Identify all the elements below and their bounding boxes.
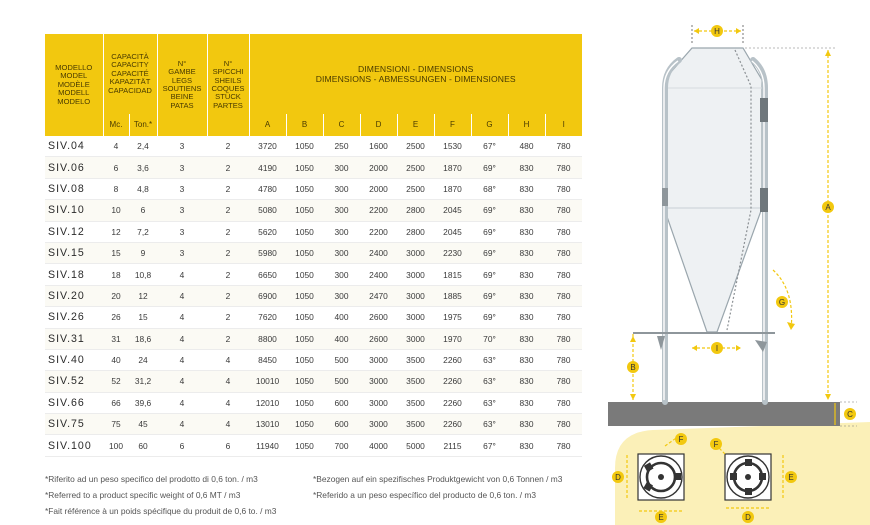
- cell-dim-a: 8800: [249, 328, 286, 349]
- cell-legs: 3: [157, 200, 207, 221]
- cell-model: SIV.31: [45, 328, 103, 349]
- label-d-1: D: [615, 473, 621, 482]
- label-h: H: [714, 27, 720, 36]
- table-row: [45, 328, 582, 349]
- cell-dim-i: 780: [545, 371, 582, 392]
- cell-dim-h: 830: [508, 349, 545, 370]
- cell-mc: 100: [103, 435, 129, 456]
- cell-dim-e: 5000: [397, 435, 434, 456]
- header-dim-i: I: [545, 114, 582, 136]
- header-capacity-line: CAPACITÀ: [111, 51, 149, 61]
- cell-model: SIV.52: [45, 371, 103, 392]
- cell-ton: 10,8: [129, 264, 157, 285]
- header-legs: [157, 34, 207, 136]
- header-legs-line: PATAS: [170, 100, 194, 110]
- cell-mc: 10: [103, 200, 129, 221]
- cell-dim-e: 2500: [397, 157, 434, 178]
- header-sheets-line: SHEILS: [214, 75, 242, 85]
- cell-dim-e: 2800: [397, 221, 434, 242]
- cell-dim-c: 300: [323, 178, 360, 199]
- cell-sheets: 2: [207, 178, 249, 199]
- cell-dim-g: 69°: [471, 221, 508, 242]
- header-dim-h: H: [508, 114, 545, 136]
- cell-dim-f: 2230: [434, 242, 471, 263]
- cell-dim-c: 500: [323, 371, 360, 392]
- cell-dim-a: 5080: [249, 200, 286, 221]
- header-dim-e: E: [397, 114, 434, 136]
- cell-mc: 31: [103, 328, 129, 349]
- cell-dim-c: 300: [323, 242, 360, 263]
- table-body: [45, 136, 582, 456]
- cell-dim-c: 400: [323, 328, 360, 349]
- cell-mc: 15: [103, 242, 129, 263]
- cell-dim-d: 2200: [360, 221, 397, 242]
- label-f-2: F: [713, 440, 719, 449]
- cell-dim-i: 780: [545, 285, 582, 306]
- cell-dim-g: 67°: [471, 435, 508, 456]
- cell-ton: 18,6: [129, 328, 157, 349]
- header-legs-line: N°: [177, 58, 187, 68]
- cell-dim-i: 780: [545, 328, 582, 349]
- cell-dim-b: 1050: [286, 285, 323, 306]
- cell-dim-e: 3500: [397, 392, 434, 413]
- cell-legs: 4: [157, 371, 207, 392]
- cell-dim-f: 1870: [434, 178, 471, 199]
- cell-legs: 3: [157, 157, 207, 178]
- cell-legs: 4: [157, 328, 207, 349]
- cell-sheets: 2: [207, 242, 249, 263]
- cell-legs: 3: [157, 136, 207, 157]
- cell-dim-b: 1050: [286, 349, 323, 370]
- cell-dim-a: 5980: [249, 242, 286, 263]
- cell-dim-c: 300: [323, 157, 360, 178]
- cell-dim-f: 1815: [434, 264, 471, 285]
- header-legs-line: GAMBE: [168, 67, 196, 77]
- header-capacity-line: CAPACITÉ: [111, 68, 149, 78]
- cell-dim-d: 2470: [360, 285, 397, 306]
- cell-dim-b: 1050: [286, 157, 323, 178]
- cell-dim-h: 830: [508, 307, 545, 328]
- footnote-en: *Referred to a product specific weight of 0,6 MT / m3: [45, 490, 241, 500]
- cell-dim-g: 70°: [471, 328, 508, 349]
- table-row: [45, 178, 582, 199]
- cell-dim-f: 1530: [434, 136, 471, 157]
- table-row: [45, 349, 582, 370]
- header-capacity-line: CAPACIDAD: [108, 85, 152, 95]
- cell-dim-g: 69°: [471, 242, 508, 263]
- header-legs-line: SOUTIENS: [162, 84, 202, 93]
- cell-dim-f: 2260: [434, 392, 471, 413]
- cell-dim-b: 1050: [286, 392, 323, 413]
- cell-sheets: 4: [207, 414, 249, 435]
- cell-legs: 4: [157, 392, 207, 413]
- cell-dim-a: 7620: [249, 307, 286, 328]
- cell-legs: 4: [157, 414, 207, 435]
- cell-legs: 4: [157, 285, 207, 306]
- cell-dim-i: 780: [545, 392, 582, 413]
- cell-dim-c: 300: [323, 200, 360, 221]
- cell-dim-g: 68°: [471, 178, 508, 199]
- cell-dim-c: 500: [323, 349, 360, 370]
- silo-diagram: [595, 0, 870, 525]
- cell-dim-e: 3000: [397, 307, 434, 328]
- cell-ton: 45: [129, 414, 157, 435]
- cell-dim-c: 250: [323, 136, 360, 157]
- cell-ton: 3,6: [129, 157, 157, 178]
- cell-dim-d: 2400: [360, 264, 397, 285]
- cell-sheets: 2: [207, 221, 249, 242]
- cell-dim-f: 2260: [434, 414, 471, 435]
- table-row: [45, 285, 582, 306]
- cell-dim-a: 5620: [249, 221, 286, 242]
- cell-dim-a: 4190: [249, 157, 286, 178]
- table-row: [45, 157, 582, 178]
- cell-mc: 20: [103, 285, 129, 306]
- cell-legs: 3: [157, 178, 207, 199]
- cell-dim-h: 830: [508, 242, 545, 263]
- cell-dim-i: 780: [545, 307, 582, 328]
- cell-dim-g: 69°: [471, 285, 508, 306]
- header-legs-line: LEGS: [171, 75, 193, 85]
- cell-dim-d: 2600: [360, 307, 397, 328]
- label-e-1: E: [658, 513, 664, 522]
- header-ton: Ton.*: [129, 114, 157, 136]
- cell-model: SIV.04: [45, 136, 103, 157]
- cell-model: SIV.15: [45, 242, 103, 263]
- table-row: [45, 414, 582, 435]
- cell-dim-i: 780: [545, 264, 582, 285]
- cell-dim-i: 780: [545, 221, 582, 242]
- cell-dim-f: 2115: [434, 435, 471, 456]
- cell-dim-d: 2200: [360, 200, 397, 221]
- cell-dim-h: 830: [508, 200, 545, 221]
- cell-legs: 3: [157, 242, 207, 263]
- cell-dim-e: 3000: [397, 264, 434, 285]
- cell-dim-c: 300: [323, 264, 360, 285]
- cell-dim-c: 300: [323, 285, 360, 306]
- cell-dim-b: 1050: [286, 200, 323, 221]
- footnote-es: *Referido a un peso específico del producto de 0,6 ton. / m3: [313, 490, 537, 500]
- header-model-line: MODELO: [57, 96, 91, 106]
- header-mc: Mc.: [103, 114, 129, 136]
- cell-dim-c: 600: [323, 392, 360, 413]
- table-row: [45, 136, 582, 157]
- cell-ton: 4,8: [129, 178, 157, 199]
- cell-dim-f: 1885: [434, 285, 471, 306]
- cell-dim-h: 830: [508, 178, 545, 199]
- table-row: [45, 392, 582, 413]
- header-sheets: [207, 34, 249, 136]
- bolt-plate: [760, 188, 768, 212]
- label-d-2: D: [745, 513, 751, 522]
- cell-dim-f: 1975: [434, 307, 471, 328]
- table-row: [45, 371, 582, 392]
- cell-ton: 15: [129, 307, 157, 328]
- cell-dim-f: 2260: [434, 371, 471, 392]
- cell-sheets: 2: [207, 264, 249, 285]
- cell-model: SIV.66: [45, 392, 103, 413]
- cell-dim-i: 780: [545, 242, 582, 263]
- cell-sheets: 6: [207, 435, 249, 456]
- header-sheets-line: PARTES: [213, 100, 243, 110]
- cell-mc: 26: [103, 307, 129, 328]
- cell-dim-h: 830: [508, 221, 545, 242]
- cell-dim-h: 830: [508, 264, 545, 285]
- cell-dim-a: 11940: [249, 435, 286, 456]
- cell-dim-a: 4780: [249, 178, 286, 199]
- cell-ton: 60: [129, 435, 157, 456]
- cell-dim-e: 2800: [397, 200, 434, 221]
- header-capacity-line: CAPACITY: [111, 60, 149, 70]
- cell-legs: 4: [157, 349, 207, 370]
- cell-dim-g: 69°: [471, 307, 508, 328]
- cell-model: SIV.18: [45, 264, 103, 285]
- cell-dim-h: 830: [508, 285, 545, 306]
- table-row: [45, 307, 582, 328]
- cell-sheets: 4: [207, 371, 249, 392]
- bolt-plate: [760, 98, 768, 122]
- cell-dim-e: 3000: [397, 285, 434, 306]
- cell-model: SIV.10: [45, 200, 103, 221]
- label-b: B: [630, 363, 636, 372]
- cell-dim-h: 830: [508, 328, 545, 349]
- cell-dim-g: 69°: [471, 200, 508, 221]
- header-dim-d: D: [360, 114, 397, 136]
- header-dim-c: C: [323, 114, 360, 136]
- cell-dim-g: 63°: [471, 392, 508, 413]
- cell-dim-d: 2400: [360, 242, 397, 263]
- cell-model: SIV.20: [45, 285, 103, 306]
- cell-dim-f: 1870: [434, 157, 471, 178]
- header-sheets-line: SPICCHI: [212, 67, 244, 77]
- cell-dim-g: 63°: [471, 414, 508, 435]
- cell-ton: 31,2: [129, 371, 157, 392]
- cell-dim-d: 1600: [360, 136, 397, 157]
- cell-dim-g: 69°: [471, 264, 508, 285]
- cell-dim-f: 1970: [434, 328, 471, 349]
- cell-dim-b: 1050: [286, 435, 323, 456]
- label-a: A: [825, 203, 831, 212]
- cell-ton: 39,6: [129, 392, 157, 413]
- dimensions-title-line2: DIMENSIONS - ABMESSUNGEN - DIMENSIONES: [315, 74, 516, 84]
- cell-dim-b: 1050: [286, 136, 323, 157]
- cell-dim-i: 780: [545, 414, 582, 435]
- cell-dim-b: 1050: [286, 221, 323, 242]
- cell-dim-f: 2045: [434, 221, 471, 242]
- cell-dim-a: 6900: [249, 285, 286, 306]
- cell-mc: 12: [103, 221, 129, 242]
- label-f-1: F: [678, 435, 684, 444]
- cell-model: SIV.100: [45, 435, 103, 456]
- footnote-de: *Bezogen auf ein spezifisches Produktgewicht von 0,6 Tonnen / m3: [313, 474, 563, 484]
- cell-mc: 75: [103, 414, 129, 435]
- header-sheets-line: COQUES: [211, 84, 245, 93]
- label-e-2: E: [788, 473, 794, 482]
- cell-dim-c: 300: [323, 221, 360, 242]
- cell-mc: 6: [103, 157, 129, 178]
- cell-dim-b: 1050: [286, 371, 323, 392]
- cell-dim-a: 13010: [249, 414, 286, 435]
- cell-model: SIV.06: [45, 157, 103, 178]
- ground-slab: [608, 402, 840, 426]
- cell-dim-h: 830: [508, 414, 545, 435]
- cell-dim-b: 1050: [286, 178, 323, 199]
- cell-dim-d: 4000: [360, 435, 397, 456]
- cell-dim-i: 780: [545, 157, 582, 178]
- cell-dim-h: 830: [508, 392, 545, 413]
- table-row: [45, 264, 582, 285]
- cell-dim-a: 6650: [249, 264, 286, 285]
- cell-dim-e: 2500: [397, 178, 434, 199]
- cell-sheets: 2: [207, 200, 249, 221]
- dimensions-title-line1: DIMENSIONI - DIMENSIONS: [358, 64, 474, 74]
- cell-dim-h: 830: [508, 371, 545, 392]
- cell-dim-h: 830: [508, 435, 545, 456]
- header-capacity-line: KAPAZITÄT: [109, 77, 151, 87]
- footnote-it: *Riferito ad un peso specifico del prodotto di 0,6 ton. / m3: [45, 474, 258, 484]
- label-i: I: [715, 344, 719, 353]
- cell-dim-a: 8450: [249, 349, 286, 370]
- table-row: [45, 200, 582, 221]
- cell-model: SIV.75: [45, 414, 103, 435]
- cell-sheets: 4: [207, 392, 249, 413]
- cell-dim-h: 480: [508, 136, 545, 157]
- cell-dim-b: 1050: [286, 242, 323, 263]
- cell-model: SIV.40: [45, 349, 103, 370]
- cell-dim-e: 3500: [397, 414, 434, 435]
- cell-sheets: 2: [207, 285, 249, 306]
- cell-dim-b: 1050: [286, 264, 323, 285]
- cell-dim-a: 3720: [249, 136, 286, 157]
- cell-legs: 6: [157, 435, 207, 456]
- cell-dim-i: 780: [545, 349, 582, 370]
- cell-mc: 40: [103, 349, 129, 370]
- cell-ton: 9: [129, 242, 157, 263]
- cell-dim-d: 3000: [360, 414, 397, 435]
- header-model-line: MODELL: [58, 88, 90, 98]
- cell-dim-i: 780: [545, 136, 582, 157]
- cell-dim-g: 63°: [471, 349, 508, 370]
- cell-ton: 6: [129, 200, 157, 221]
- cell-ton: 24: [129, 349, 157, 370]
- cell-dim-f: 2045: [434, 200, 471, 221]
- table-row: [45, 435, 582, 456]
- silo-body: [664, 48, 762, 332]
- table-row: [45, 242, 582, 263]
- cell-dim-i: 780: [545, 435, 582, 456]
- cell-dim-e: 3500: [397, 349, 434, 370]
- cell-dim-d: 2000: [360, 178, 397, 199]
- cell-dim-e: 3500: [397, 371, 434, 392]
- header-legs-line: BEINE: [170, 92, 194, 102]
- cell-dim-g: 69°: [471, 157, 508, 178]
- cell-sheets: 4: [207, 349, 249, 370]
- cell-dim-i: 780: [545, 200, 582, 221]
- dimensions-table: [45, 34, 582, 457]
- cell-dim-b: 1050: [286, 328, 323, 349]
- header-model-line: MODELLO: [55, 62, 93, 72]
- header-model-line: MODEL: [60, 71, 88, 81]
- cell-sheets: 2: [207, 307, 249, 328]
- cell-dim-h: 830: [508, 157, 545, 178]
- header-dimensions: [249, 34, 582, 114]
- cell-dim-e: 3000: [397, 242, 434, 263]
- header-capacity: [103, 34, 157, 114]
- cell-ton: 7,2: [129, 221, 157, 242]
- header-dim-f: F: [434, 114, 471, 136]
- cell-dim-e: 2500: [397, 136, 434, 157]
- cell-dim-a: 12010: [249, 392, 286, 413]
- cell-mc: 18: [103, 264, 129, 285]
- cell-dim-d: 3000: [360, 349, 397, 370]
- cell-dim-c: 700: [323, 435, 360, 456]
- header-sheets-line: STÜCK: [215, 92, 241, 102]
- table-row: [45, 221, 582, 242]
- cell-dim-e: 3000: [397, 328, 434, 349]
- cell-dim-g: 63°: [471, 371, 508, 392]
- cell-dim-d: 2000: [360, 157, 397, 178]
- cell-legs: 4: [157, 307, 207, 328]
- cell-mc: 52: [103, 371, 129, 392]
- cell-ton: 2,4: [129, 136, 157, 157]
- cell-dim-b: 1050: [286, 414, 323, 435]
- cell-mc: 66: [103, 392, 129, 413]
- cell-legs: 4: [157, 264, 207, 285]
- cell-dim-d: 3000: [360, 392, 397, 413]
- cell-legs: 3: [157, 221, 207, 242]
- header-sheets-line: N°: [223, 58, 233, 68]
- cell-dim-d: 2600: [360, 328, 397, 349]
- header-dim-a: A: [249, 114, 286, 136]
- cell-sheets: 2: [207, 328, 249, 349]
- header-dim-b: B: [286, 114, 323, 136]
- cell-ton: 12: [129, 285, 157, 306]
- cell-dim-a: 10010: [249, 371, 286, 392]
- cell-model: SIV.08: [45, 178, 103, 199]
- cell-mc: 8: [103, 178, 129, 199]
- cell-mc: 4: [103, 136, 129, 157]
- cell-dim-f: 2260: [434, 349, 471, 370]
- cell-sheets: 2: [207, 157, 249, 178]
- cell-dim-c: 400: [323, 307, 360, 328]
- cell-dim-d: 3000: [360, 371, 397, 392]
- label-c: C: [847, 410, 853, 419]
- cell-dim-c: 600: [323, 414, 360, 435]
- cell-dim-b: 1050: [286, 307, 323, 328]
- header-model-line: MODÈLE: [57, 79, 90, 89]
- cell-model: SIV.26: [45, 307, 103, 328]
- cell-dim-i: 780: [545, 178, 582, 199]
- footnote-fr: *Fait référence à un poids spécifique du produit de 0,6 to. / m3: [45, 506, 277, 516]
- header-dim-g: G: [471, 114, 508, 136]
- cell-sheets: 2: [207, 136, 249, 157]
- header-model: [45, 34, 103, 136]
- label-g: G: [778, 298, 786, 307]
- cell-dim-g: 67°: [471, 136, 508, 157]
- cell-model: SIV.12: [45, 221, 103, 242]
